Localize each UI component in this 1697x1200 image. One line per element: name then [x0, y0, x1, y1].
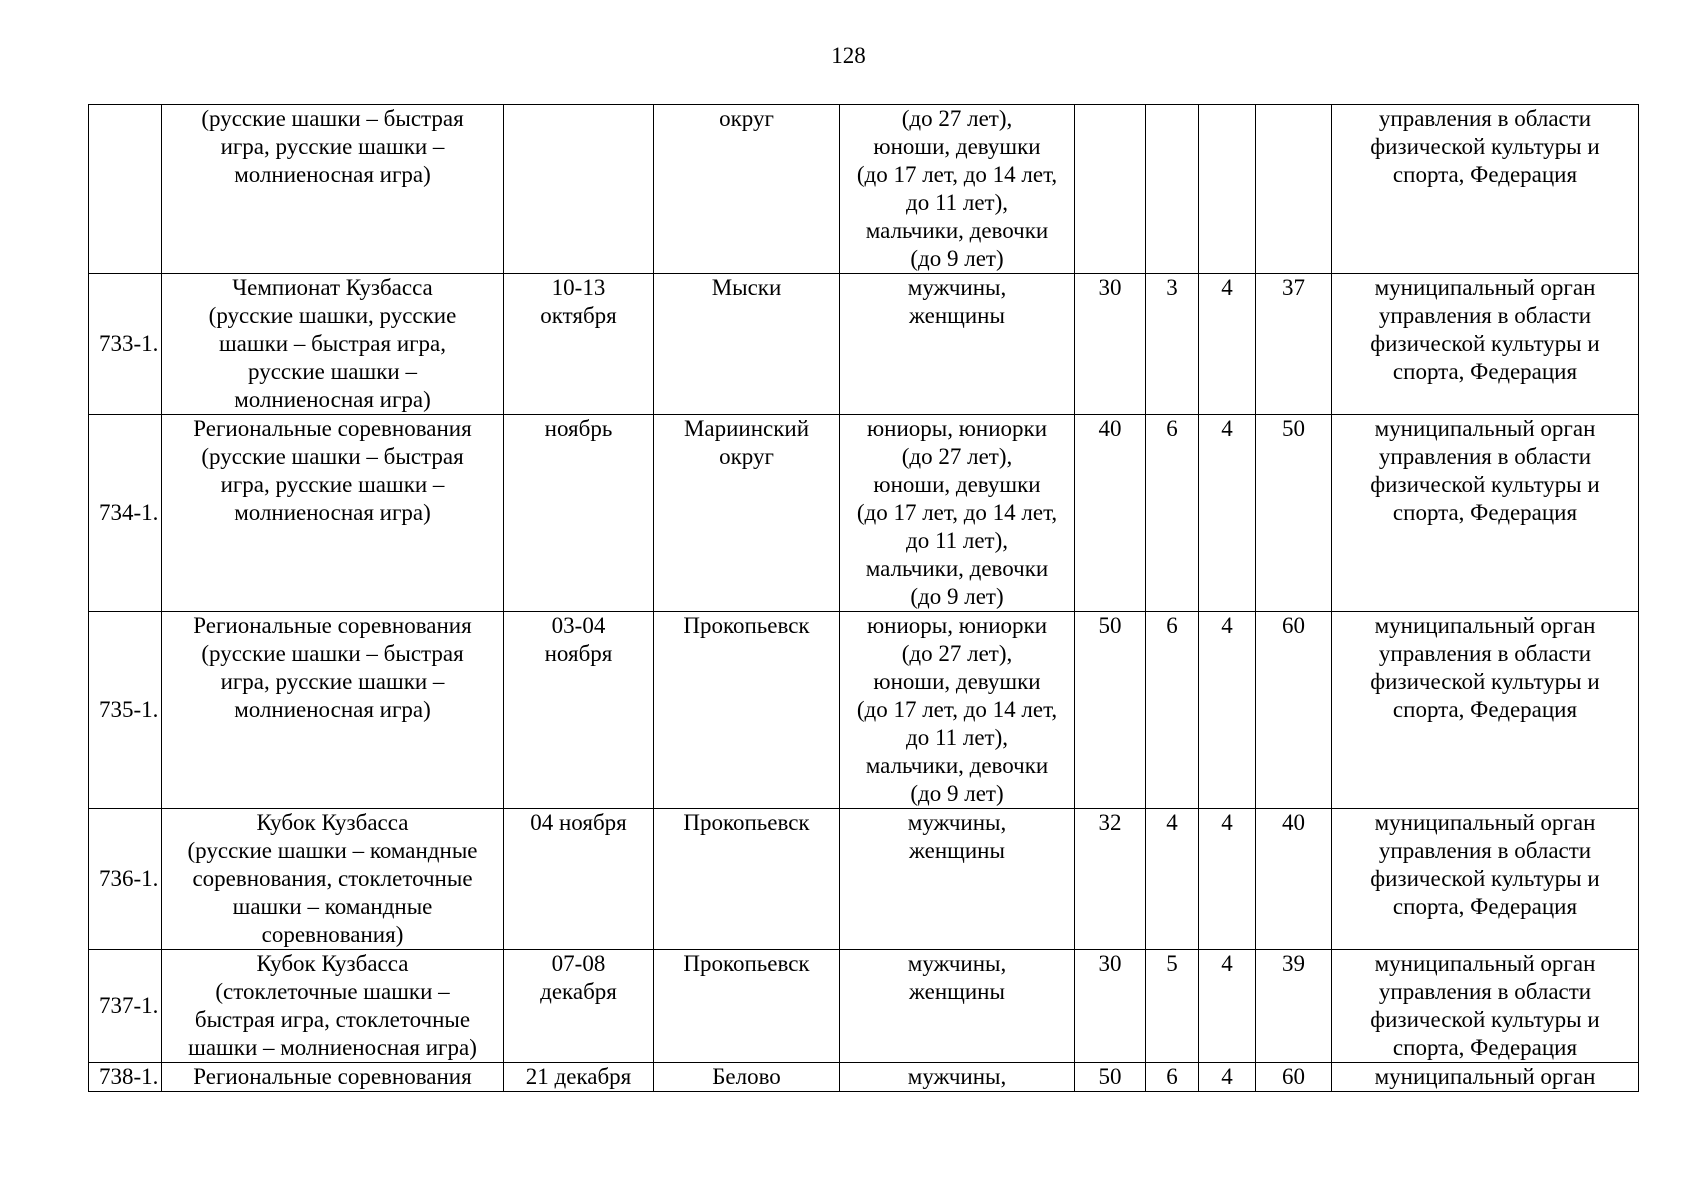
cell-participants-line: (до 17 лет, до 14 лет,	[856, 162, 1058, 187]
cell-participants-line: женщины	[909, 838, 1005, 863]
cell-count-total: 37	[1256, 274, 1332, 415]
cell-organizer-line: спорта, Федерация	[1392, 1035, 1578, 1060]
cell-organizer-line: физической культуры и	[1370, 669, 1600, 694]
cell-organizer	[1332, 1063, 1639, 1092]
cell-count-2: 6	[1146, 415, 1199, 612]
cell-count-2: 5	[1146, 950, 1199, 1063]
cell-event-name	[162, 809, 504, 950]
cell-place-line: Прокопьевск	[683, 810, 810, 835]
table-row	[89, 1063, 1639, 1092]
cell-dates	[504, 415, 654, 612]
cell-organizer-line: физической культуры и	[1370, 134, 1600, 159]
cell-dates	[504, 1063, 654, 1092]
cell-event-name-line: игра, русские шашки –	[220, 669, 445, 694]
cell-participants	[840, 105, 1075, 274]
cell-place	[654, 612, 840, 809]
cell-organizer-line: управления в области	[1378, 838, 1592, 863]
cell-count-1: 32	[1075, 809, 1146, 950]
cell-organizer-line: муниципальный орган	[1374, 416, 1596, 441]
cell-dates-line: 04 ноября	[530, 810, 627, 835]
cell-count-3: 4	[1199, 274, 1256, 415]
cell-participants-line: женщины	[909, 303, 1005, 328]
cell-place-line: Мариинский	[683, 416, 810, 441]
cell-place	[654, 950, 840, 1063]
cell-event-name	[162, 1063, 504, 1092]
cell-organizer-line: муниципальный орган	[1374, 1064, 1596, 1089]
cell-dates-line: ноябрь	[544, 416, 613, 441]
cell-participants-line: юниоры, юниорки	[866, 416, 1048, 441]
cell-count-total: 50	[1256, 415, 1332, 612]
cell-organizer	[1332, 105, 1639, 274]
cell-participants-line: мужчины,	[907, 951, 1007, 976]
cell-event-name-line: соревнования, стоклеточные	[192, 866, 473, 891]
cell-event-name-line: игра, русские шашки –	[220, 134, 445, 159]
cell-count-3	[1199, 105, 1256, 274]
cell-organizer	[1332, 415, 1639, 612]
cell-participants	[840, 950, 1075, 1063]
cell-organizer-line: управления в области	[1378, 444, 1592, 469]
cell-event-name	[162, 105, 504, 274]
cell-event-name-line: соревнования)	[261, 922, 404, 947]
cell-count-2: 6	[1146, 612, 1199, 809]
cell-count-1: 50	[1075, 612, 1146, 809]
cell-participants-line: мальчики, девочки	[865, 556, 1049, 581]
cell-participants	[840, 612, 1075, 809]
cell-place-line: округ	[719, 106, 774, 131]
cell-participants	[840, 274, 1075, 415]
cell-event-name	[162, 950, 504, 1063]
cell-count-3: 4	[1199, 809, 1256, 950]
cell-place	[654, 1063, 840, 1092]
cell-organizer-line: спорта, Федерация	[1392, 359, 1578, 384]
cell-event-name-line: Региональные соревнования	[193, 416, 472, 441]
cell-participants-line: мужчины,	[907, 1064, 1007, 1089]
cell-event-name-line: (русские шашки, русские	[208, 303, 457, 328]
cell-dates	[504, 950, 654, 1063]
cell-participants-line: (до 27 лет),	[901, 641, 1013, 666]
cell-participants-line: юноши, девушки	[873, 669, 1041, 694]
cell-event-name-line: шашки – молниеносная игра)	[188, 1035, 477, 1060]
cell-event-name-line: быстрая игра, стоклеточные	[194, 1007, 471, 1032]
cell-place-line: Прокопьевск	[683, 613, 810, 638]
cell-count-1	[1075, 105, 1146, 274]
table-row	[89, 415, 1639, 612]
cell-participants-line: до 11 лет),	[906, 190, 1008, 215]
cell-number: 735-1.	[89, 612, 162, 809]
cell-count-1: 40	[1075, 415, 1146, 612]
cell-event-name-line: (русские шашки – быстрая	[201, 444, 464, 469]
cell-dates-line: 21 декабря	[525, 1064, 632, 1089]
cell-organizer	[1332, 950, 1639, 1063]
cell-event-name-line: шашки – быстрая игра,	[218, 331, 447, 356]
cell-number	[89, 105, 162, 274]
cell-participants	[840, 1063, 1075, 1092]
cell-organizer-line: управления в области	[1378, 979, 1592, 1004]
cell-count-1: 30	[1075, 274, 1146, 415]
cell-participants-line: до 11 лет),	[906, 528, 1008, 553]
cell-count-3: 4	[1199, 415, 1256, 612]
cell-participants	[840, 415, 1075, 612]
page-number: 128	[831, 43, 866, 68]
cell-place	[654, 274, 840, 415]
cell-count-total: 60	[1256, 612, 1332, 809]
cell-number: 734-1.	[89, 415, 162, 612]
cell-place	[654, 415, 840, 612]
cell-count-1: 30	[1075, 950, 1146, 1063]
cell-participants-line: юноши, девушки	[873, 134, 1041, 159]
cell-organizer	[1332, 809, 1639, 950]
cell-number: 738-1.	[89, 1063, 162, 1092]
cell-participants-line: юноши, девушки	[873, 472, 1041, 497]
cell-event-name-line: молниеносная игра)	[234, 697, 431, 722]
cell-organizer-line: муниципальный орган	[1374, 951, 1596, 976]
cell-organizer-line: спорта, Федерация	[1392, 162, 1578, 187]
cell-participants-line: юниоры, юниорки	[866, 613, 1048, 638]
cell-count-total: 39	[1256, 950, 1332, 1063]
cell-dates	[504, 105, 654, 274]
cell-organizer	[1332, 612, 1639, 809]
cell-organizer-line: спорта, Федерация	[1392, 697, 1578, 722]
cell-participants-line: мальчики, девочки	[865, 753, 1049, 778]
cell-number: 733-1.	[89, 274, 162, 415]
cell-organizer	[1332, 274, 1639, 415]
cell-number: 737-1.	[89, 950, 162, 1063]
cell-dates-line: октября	[540, 303, 617, 328]
cell-place-line: округ	[719, 444, 774, 469]
table-row	[89, 612, 1639, 809]
cell-participants-line: (до 17 лет, до 14 лет,	[856, 697, 1058, 722]
cell-organizer-line: физической культуры и	[1370, 472, 1600, 497]
cell-organizer-line: муниципальный орган	[1374, 810, 1596, 835]
cell-place	[654, 105, 840, 274]
cell-organizer-line: управления в области	[1378, 641, 1592, 666]
cell-organizer-line: физической культуры и	[1370, 331, 1600, 356]
cell-event-name-line: Региональные соревнования	[193, 613, 472, 638]
cell-count-2: 4	[1146, 809, 1199, 950]
cell-participants-line: (до 27 лет),	[901, 106, 1013, 131]
cell-count-total	[1256, 105, 1332, 274]
cell-event-name-line: русские шашки –	[248, 359, 417, 384]
cell-dates	[504, 809, 654, 950]
cell-participants-line: (до 9 лет)	[910, 246, 1004, 271]
events-table	[88, 104, 1639, 1092]
cell-dates	[504, 612, 654, 809]
cell-participants-line: до 11 лет),	[906, 725, 1008, 750]
cell-event-name	[162, 415, 504, 612]
cell-participants-line: мальчики, девочки	[865, 218, 1049, 243]
cell-dates-line: ноября	[544, 641, 613, 666]
cell-place-line: Прокопьевск	[683, 951, 810, 976]
cell-participants-line: (до 9 лет)	[910, 781, 1004, 806]
cell-count-2: 3	[1146, 274, 1199, 415]
cell-event-name	[162, 274, 504, 415]
cell-dates-line: декабря	[540, 979, 617, 1004]
cell-organizer-line: управления в области	[1378, 303, 1592, 328]
cell-event-name-line: молниеносная игра)	[234, 387, 431, 412]
cell-participants-line: мужчины,	[907, 275, 1007, 300]
cell-count-2	[1146, 105, 1199, 274]
cell-organizer-line: физической культуры и	[1370, 1007, 1600, 1032]
cell-organizer-line: физической культуры и	[1370, 866, 1600, 891]
cell-dates-line: 07-08	[551, 951, 606, 976]
table-row	[89, 950, 1639, 1063]
cell-number: 736-1.	[89, 809, 162, 950]
cell-organizer-line: спорта, Федерация	[1392, 500, 1578, 525]
table-row	[89, 105, 1639, 274]
cell-event-name-line: молниеносная игра)	[234, 162, 431, 187]
cell-participants-line: (до 27 лет),	[901, 444, 1013, 469]
cell-event-name-line: игра, русские шашки –	[220, 472, 445, 497]
cell-organizer-line: муниципальный орган	[1374, 613, 1596, 638]
cell-participants-line: женщины	[909, 979, 1005, 1004]
cell-event-name-line: (русские шашки – быстрая	[201, 641, 464, 666]
cell-dates-line: 10-13	[551, 275, 606, 300]
table-row	[89, 274, 1639, 415]
cell-organizer-line: управления в области	[1378, 106, 1592, 131]
cell-event-name-line: Кубок Кузбасса	[256, 810, 409, 835]
cell-participants-line: мужчины,	[907, 810, 1007, 835]
cell-event-name-line: молниеносная игра)	[234, 500, 431, 525]
cell-count-3: 4	[1199, 612, 1256, 809]
cell-event-name-line: Кубок Кузбасса	[256, 951, 409, 976]
cell-place-line: Белово	[712, 1064, 781, 1089]
cell-count-3: 4	[1199, 950, 1256, 1063]
cell-participants-line: (до 9 лет)	[910, 584, 1004, 609]
cell-count-total: 60	[1256, 1063, 1332, 1092]
cell-participants-line: (до 17 лет, до 14 лет,	[856, 500, 1058, 525]
cell-event-name-line: (стоклеточные шашки –	[215, 979, 450, 1004]
cell-organizer-line: спорта, Федерация	[1392, 894, 1578, 919]
cell-event-name-line: (русские шашки – быстрая	[201, 106, 464, 131]
cell-count-3: 4	[1199, 1063, 1256, 1092]
cell-dates-line: 03-04	[551, 613, 606, 638]
cell-event-name-line: Чемпионат Кузбасса	[232, 275, 433, 300]
cell-dates	[504, 274, 654, 415]
cell-organizer-line: муниципальный орган	[1374, 275, 1596, 300]
cell-place	[654, 809, 840, 950]
cell-event-name-line: (русские шашки – командные	[187, 838, 478, 863]
cell-place-line: Мыски	[711, 275, 782, 300]
cell-event-name-line: шашки – командные	[232, 894, 433, 919]
cell-count-total: 40	[1256, 809, 1332, 950]
cell-count-1: 50	[1075, 1063, 1146, 1092]
table-row	[89, 809, 1639, 950]
cell-participants	[840, 809, 1075, 950]
cell-event-name	[162, 612, 504, 809]
cell-count-2: 6	[1146, 1063, 1199, 1092]
cell-event-name-line: Региональные соревнования	[193, 1064, 472, 1089]
